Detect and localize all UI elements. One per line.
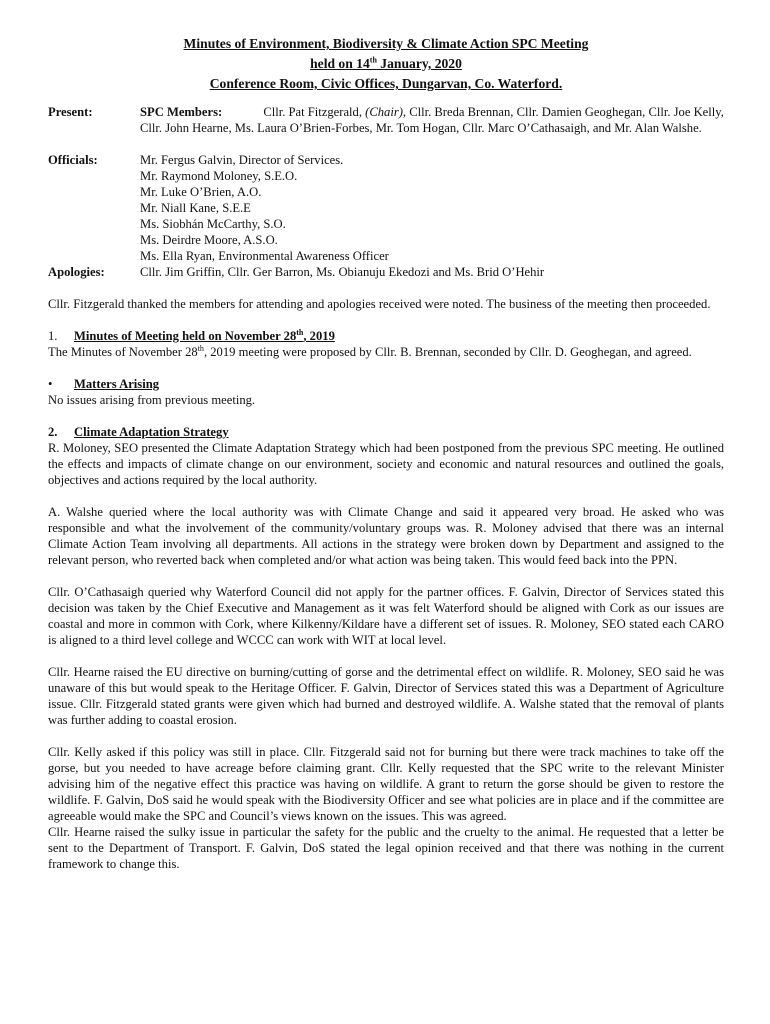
title-line-2-pre: held on 14: [310, 56, 370, 71]
official-item: Ms. Deirdre Moore, A.S.O.: [140, 233, 278, 247]
item-1-heading: [48, 328, 724, 344]
present-section: [48, 104, 724, 136]
document-title: [48, 34, 724, 94]
item-1-body-pre: The Minutes of November 28: [48, 345, 198, 359]
official-item: Mr. Niall Kane, S.E.E: [140, 201, 251, 215]
official-item: Ms. Siobhán McCarthy, S.O.: [140, 217, 286, 231]
title-line-3: Conference Room, Civic Offices, Dungarvan, Co. Waterford.: [209, 76, 563, 91]
official-item: Mr. Fergus Galvin, Director of Services.: [140, 153, 344, 167]
title-line-2: [48, 54, 724, 74]
item-1: [48, 328, 724, 360]
item-1-body-sup: th: [197, 343, 204, 353]
spc-members-label: SPC Members:: [140, 105, 223, 119]
item-1-body: [48, 344, 724, 360]
title-line-1: Minutes of Environment, Biodiversity & Climate Action SPC Meeting: [183, 36, 589, 51]
official-item: Ms. Ella Ryan, Environmental Awareness Officer: [140, 249, 389, 263]
item-1-heading-pre: Minutes of Meeting held on November 28: [74, 329, 297, 343]
apologies-value: Cllr. Jim Griffin, Cllr. Ger Barron, Ms. Obianuju Ekedozi and Ms. Brid O’Hehir: [140, 265, 545, 279]
members-list: , Cllr. Breda Brennan, Cllr. Damien Geoghegan, Cllr. Joe Kelly, Cllr. John Hearne, Ms. Laura O’Brien-Forbes, Mr. Tom Hogan, Cllr. Marc O’Cathasaigh, and Mr. Alan Walshe.: [140, 105, 724, 135]
matters-arising-heading-text: Matters Arising: [74, 377, 159, 391]
item-2-number: 2.: [48, 425, 58, 439]
title-line-2-sup: th: [369, 55, 377, 65]
title-line-2-post: January, 2020: [376, 56, 462, 71]
chair-tag: (Chair): [365, 105, 403, 119]
item-2-paragraph: A. Walshe queried where the local authority was with Climate Change and said it appeared very broad. He asked who was responsible and what the involvement of the community/voluntary groups was. R. Moloney advised that there was an internal Climate Action Team involving all departments. All actions in the strategy were broken down by Department and assigned to the relevant person, who reverted back when completed and/or what action was being taken. This would feed back into the PPN.: [48, 505, 724, 567]
officials-label: Officials:: [48, 153, 98, 167]
item-2-heading: [48, 424, 724, 440]
item-1-number: 1.: [48, 329, 58, 343]
item-2-paragraph: Cllr. Hearne raised the EU directive on burning/cutting of gorse and the detrimental effect on wildlife. R. Moloney, SEO said he was unaware of this but would speak to the Heritage Officer. F. Galvin, Director of Services stated this was a Department of Agriculture issue. Cllr. Fitzgerald stated grants were given which had burned and destroyed wildlife. A. Walshe stated that the removal of plants was further adding to coastal erosion.: [48, 665, 724, 727]
matters-arising-body: No issues arising from previous meeting.: [48, 393, 256, 407]
item-1-body-post: , 2019 meeting were proposed by Cllr. B. Brennan, seconded by Cllr. D. Geoghegan, and agreed.: [203, 345, 692, 359]
item-2: [48, 424, 724, 872]
item-2-paragraph: Cllr. Kelly asked if this policy was still in place. Cllr. Fitzgerald said not for burning but there were track machines to take off the gorse, but you needed to have acreage before claiming grant. Cllr. Kelly requested that the SPC write to the relevant Minister advising him of the negative effect this practice was having on wildlife. A grant to return the gorse should be given to restore the wildlife. F. Galvin, DoS said he would speak with the Biodiversity Officer and see what policies are in place and if the committee are agreeable would make the SPC and Council’s views known on the issues. This was agreed.: [48, 745, 724, 823]
item-1-heading-post: , 2019: [303, 329, 335, 343]
matters-arising: [48, 376, 724, 408]
bullet-icon: •: [48, 377, 53, 391]
item-2-paragraph: Cllr. O’Cathasaigh queried why Waterford Council did not apply for the partner offices. F. Galvin, Director of Services stated this decision was taken by the Chief Executive and Management as it was felt Waterford should be aligned with Cork as our issues are coastal and more in common with Cork, where Kilkenny/Kildare have a different set of issues. R. Moloney, SEO stated each CARO is aligned to a third level college and WCCC can work with WIT at local level.: [48, 585, 724, 647]
item-2-heading-text: Climate Adaptation Strategy: [74, 425, 229, 439]
intro-paragraph: Cllr. Fitzgerald thanked the members for attending and apologies received were noted. The business of the meeting then proceeded.: [48, 297, 711, 311]
minutes-document: [48, 34, 724, 872]
present-label: Present:: [48, 105, 93, 119]
official-item: Mr. Raymond Moloney, S.E.O.: [140, 169, 298, 183]
officials-section: [48, 152, 724, 264]
officials-list: [140, 152, 724, 264]
chair-name: Cllr. Pat Fitzgerald,: [263, 105, 366, 119]
item-1-heading-text: [74, 329, 335, 343]
item-2-paragraph: Cllr. Hearne raised the sulky issue in particular the safety for the public and the cruelty to the animal. He requested that a letter be sent to the Department of Transport. F. Galvin, DoS stated the legal opinion received and that there was nothing in the current framework to change this.: [48, 825, 724, 871]
official-item: Mr. Luke O’Brien, A.O.: [140, 185, 262, 199]
matters-arising-heading: [48, 376, 724, 392]
item-2-paragraph: R. Moloney, SEO presented the Climate Adaptation Strategy which had been postponed from the previous SPC meeting. He outlined the effects and impacts of climate change on our environment, society and economic and natural resources and outlined the goals, objectives and actions required by the local authority.: [48, 441, 724, 487]
present-value: [140, 104, 724, 136]
apologies-section: [48, 264, 724, 280]
apologies-label: Apologies:: [48, 265, 105, 279]
item-1-heading-sup: th: [296, 327, 304, 337]
